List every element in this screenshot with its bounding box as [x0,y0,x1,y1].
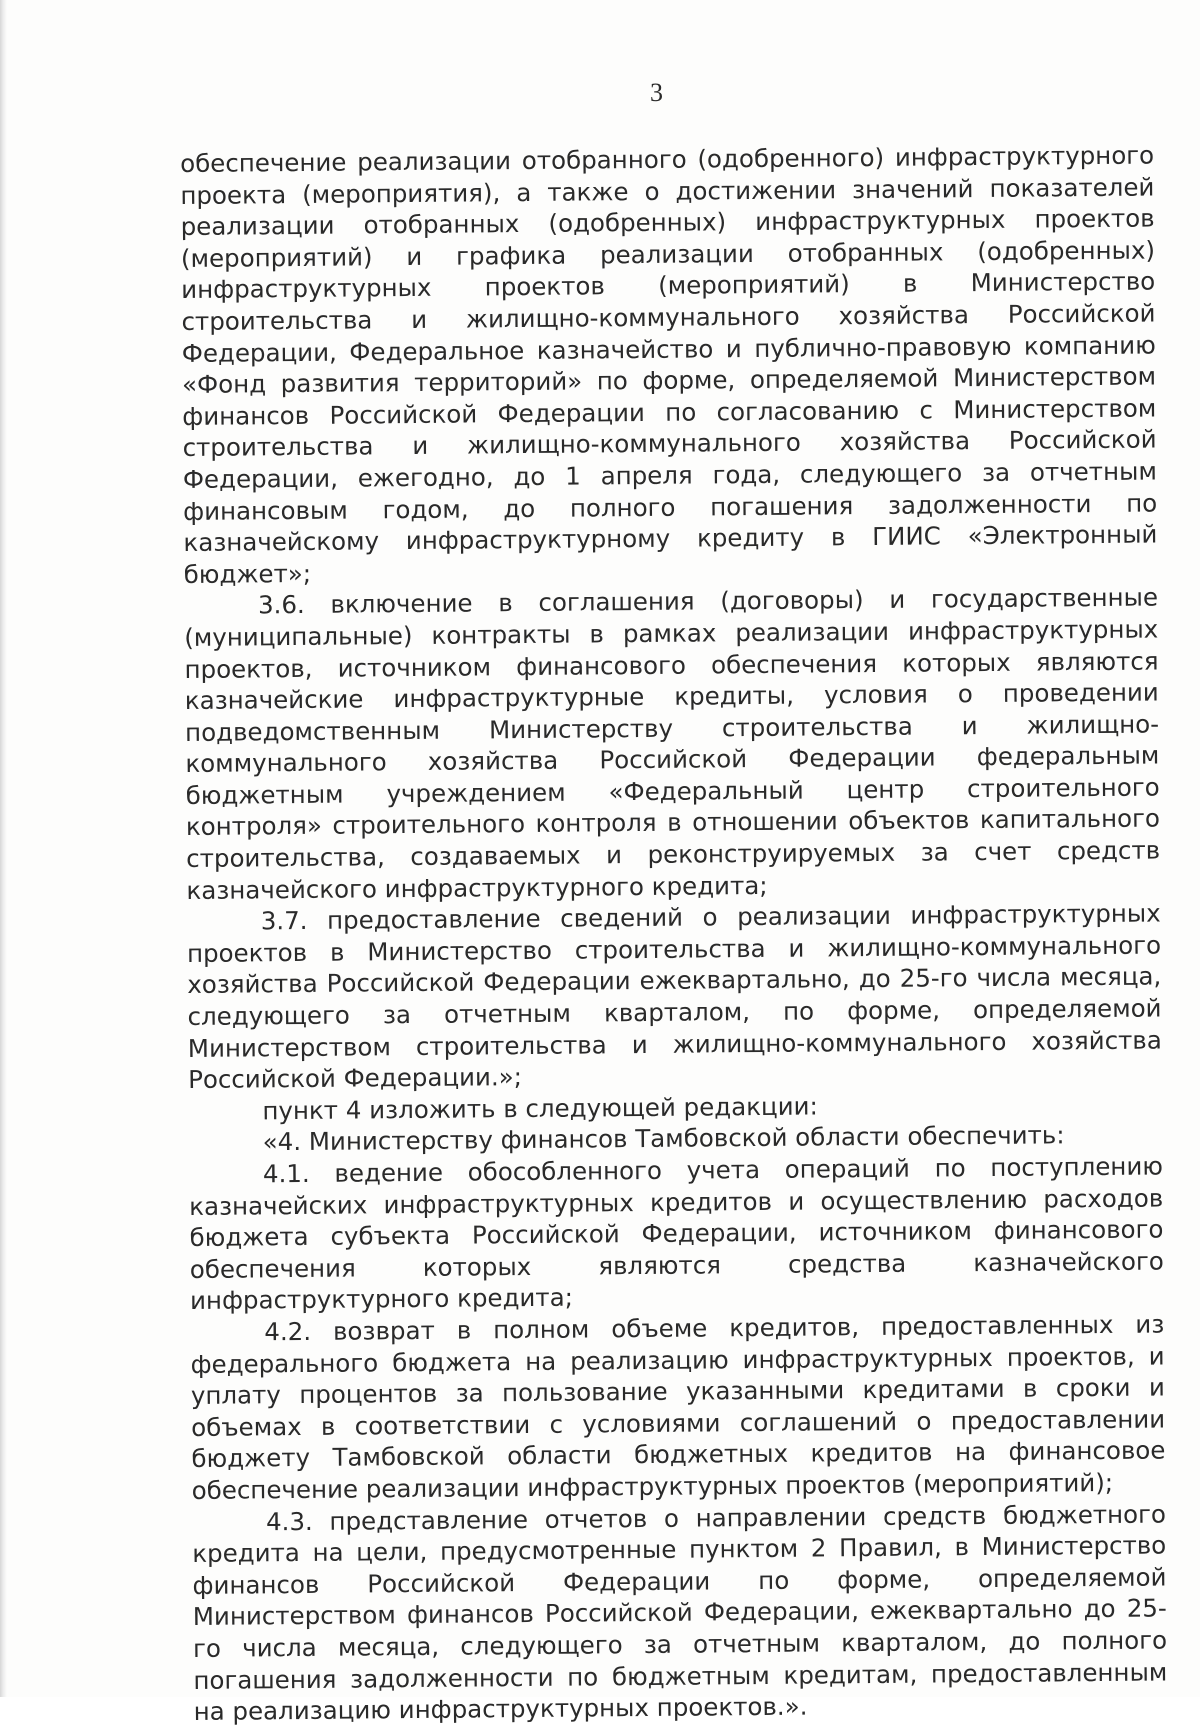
paragraph-4-3: 4.3. представление отчетов о направлении средств бюджетного кредита на цели, предусмотренные пунктом 2 Правил, в Министерство финансов Российской Федерации по форме, определяемой Министерством финансов Российской Федерации, ежеквартально до 25-го числа месяца, следующего за отчетным кварталом, до полного погашения задолженности по бюджетным кредитам, предоставленным на реализацию инфраструктурных проектов.». [192,1498,1168,1727]
scan-edge-shadow [0,0,7,1697]
document-body [180,140,1168,1728]
paragraph-continuation: обеспечение реализации отобранного (одобренного) инфраструктурного проекта (мероприятия), а также о достижении значений показателей реализации отобранных (одобренных) инфраструктурных проектов (мероприятий) и графика реализации отобранных (одобренных) инфраструктурных проектов (мероприятий) в Министерство строительства и жилищно-коммунального хозяйства Российской Федерации, Федеральное казначейство и публично-правовую компанию «Фонд развития территорий» по форме, определяемой Министерством финансов Российской Федерации по согласованию с Министерством строительства и жилищно-коммунального хозяйства Российской Федерации, ежегодно, до 1 апреля года, следующего за отчетным финансовым годом, до полного погашения задолженности по казначейскому инфраструктурному кредиту в ГИИС «Электронный бюджет»; [180,140,1158,589]
paragraph-amend-point-4: пункт 4 изложить в следующей редакции: [262,1091,818,1126]
paragraph-3-6: 3.6. включение в соглашения (договоры) и государственные (муниципальные) контракты в рамках реализации инфраструктурных проектов, источником финансового обеспечения которых являются казначейские инфраструктурные кредиты, условия о проведении подведомственным Министерству строительства и жилищно-коммунального хозяйства Российской Федерации федеральным бюджетным учреждением «Федеральный центр строительного контроля» строительного контроля в отношении объектов капитального строительства, создаваемых и реконструируемых за счет средств казначейского инфраструктурного кредита; [184,582,1161,905]
page-number: 3 [650,78,663,107]
paragraph-3-7: 3.7. предоставление сведений о реализации инфраструктурных проектов в Министерство строительства и жилищно-коммунального хозяйства Российской Федерации ежеквартально, до 25-го числа месяца, следующего за отчетным кварталом, по форме, определяемой Министерством строительства и жилищно-коммунального хозяйства Российской Федерации.»; [186,898,1162,1095]
paragraph-4-heading: «4. Министерству финансов Тамбовской области обеспечить: [262,1120,1065,1157]
paragraph-4-1: 4.1. ведение обособленного учета операций по поступлению казначейских инфраструктурных кредитов и осуществлению расходов бюджета субъекта Российской Федерации, источником финансового обеспечения которых являются средства казначейского инфраструктурного кредита; [189,1151,1164,1316]
paragraph-4-2: 4.2. возврат в полном объеме кредитов, предоставленных из федерального бюджета на реализацию инфраструктурных проектов, и уплату процентов за пользование указанными кредитами в сроки и объемах в соответствии с условиями соглашений о предоставлении бюджету Тамбовской области бюджетных кредитов на финансовое обеспечение реализации инфраструктурных проектов (мероприятий); [190,1309,1166,1505]
